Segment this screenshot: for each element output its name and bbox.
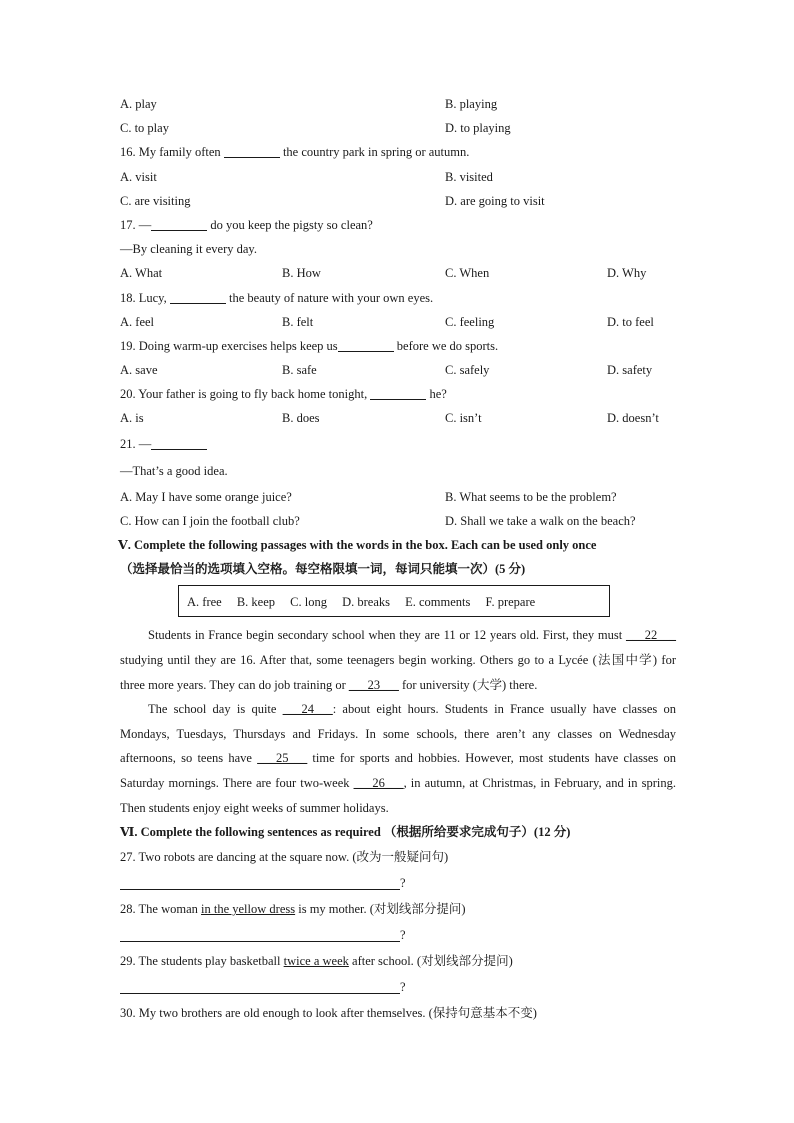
q17-blank[interactable] [151, 216, 207, 231]
q16-options-row1 [120, 165, 676, 189]
q29-answer-line[interactable] [120, 977, 400, 994]
passage-paragraph-2: The school day is quite ___24___: about eight hours. Students in France usually have classes on Mondays, Tuesdays, Thursdays and Fridays. In some schools, there aren’t any classes on Wednesday afternoons, so teens have ___25___ time for sports and hobbies. However, most students have classes on Saturday mornings. There are four two-week ___26___, in autumn, at Christmas, in February, and in spring. Then students enjoy eight weeks of summer holidays. [120, 702, 676, 815]
passage-paragraph-1: Students in France begin secondary school when they are 11 or 12 years old. First, they must ___22___ studying until they are 16. After that, some teenagers begin working. Others go to a Lycée (法国中学) for three more years. They can do job training or ___23___ for university (大学) there. [120, 628, 676, 692]
section6-heading [120, 820, 676, 844]
q15-option-b[interactable]: B. playing [445, 97, 498, 111]
q21-option-c[interactable]: C. How can I join the football club? [120, 513, 300, 528]
q21-option-a[interactable]: A. May I have some orange juice? [120, 489, 292, 504]
q28-answer-line[interactable] [120, 925, 400, 942]
q19-option-b[interactable]: B. safe [282, 363, 317, 378]
q17-option-d[interactable]: D. Why [607, 266, 647, 281]
section6-title: Ⅵ. Complete the following sentences as required [120, 825, 381, 840]
q19-blank[interactable] [338, 337, 394, 352]
word-box-item: A. free [187, 595, 222, 610]
q16-options-row2 [120, 189, 676, 213]
q21-blank[interactable] [151, 435, 207, 450]
section5-subtitle: （选择最恰当的选项填入空格。每空格限填一词，每词只能填一次）(5 分) [120, 562, 526, 577]
q28-stem: 28. The woman in the yellow dress is my mother. (对划线部分提问) [120, 902, 466, 917]
q27-answer-line[interactable] [120, 873, 400, 890]
q17-option-a[interactable]: A. What [120, 266, 163, 281]
section6-subtitle: （根据所给要求完成句子）(12 分) [383, 825, 571, 840]
q16-option-d[interactable]: D. are going to visit [445, 193, 545, 208]
q20-option-b[interactable]: B. does [282, 411, 320, 426]
q21-option-b[interactable]: B. What seems to be the problem? [445, 489, 617, 504]
q20-options [120, 406, 676, 430]
q27-stem: 27. Two robots are dancing at the square now. (改为一般疑问句) [120, 850, 449, 865]
q17-stem: 17. — do you keep the pigsty so clean? [120, 217, 373, 232]
blank-22[interactable]: ___22___ [626, 628, 676, 643]
q17-option-b[interactable]: B. How [282, 266, 321, 281]
word-box-item: F. prepare [485, 595, 536, 610]
word-box-item: E. comments [405, 595, 471, 610]
q21-options-row1 [120, 485, 676, 509]
q16-option-c[interactable]: C. are visiting [120, 193, 191, 208]
q29-answer-row: ? [120, 974, 676, 1000]
q18-option-a[interactable]: A. feel [120, 314, 155, 329]
blank-25[interactable]: ___25___ [257, 751, 308, 766]
q28-answer-row: ? [120, 922, 676, 948]
q29-stem: 29. The students play basketball twice a week after school. (对划线部分提问) [120, 954, 513, 969]
q19-options [120, 358, 676, 382]
q20-option-a[interactable]: A. is [120, 411, 144, 426]
q20-option-d[interactable]: D. doesn’t [607, 411, 659, 426]
q16-option-b[interactable]: B. visited [445, 169, 493, 184]
q18-option-d[interactable]: D. to feel [607, 314, 654, 329]
section5-title: Ⅴ. Complete the following passages with the words in the box. Each can be used only once [118, 538, 597, 552]
q21-options-row2 [120, 509, 676, 533]
exam-page [120, 92, 676, 1026]
q16-option-a[interactable]: A. visit [120, 169, 157, 184]
q19-option-a[interactable]: A. save [120, 363, 158, 378]
q28-underlined: in the yellow dress [201, 902, 296, 917]
q18-option-c[interactable]: C. feeling [445, 314, 495, 329]
q19-option-d[interactable]: D. safety [607, 363, 653, 378]
q21-reply: —That’s a good idea. [120, 463, 228, 478]
word-box-item: C. long [290, 595, 327, 610]
q15-option-d[interactable]: D. to playing [445, 121, 511, 136]
q15-options-row1 [120, 92, 676, 116]
q16-stem: 16. My family often the country park in spring or autumn. [120, 145, 470, 160]
blank-26[interactable]: ___26___ [353, 775, 404, 790]
q20-stem: 20. Your father is going to fly back home tonight, he? [120, 387, 447, 402]
q21-stem: 21. — [120, 431, 676, 458]
q20-option-c[interactable]: C. isn’t [445, 411, 482, 426]
q18-options [120, 310, 676, 334]
q30-stem: 30. My two brothers are old enough to look after themselves. (保持句意基本不变) [120, 1006, 537, 1021]
word-box [178, 585, 610, 617]
word-box-item: B. keep [236, 595, 276, 610]
q19-option-c[interactable]: C. safely [445, 363, 490, 378]
q18-blank[interactable] [170, 289, 226, 304]
q15-option-a[interactable]: A. play [120, 97, 157, 111]
q17-reply: —By cleaning it every day. [120, 242, 257, 257]
q15-option-c[interactable]: C. to play [120, 121, 169, 136]
q17-option-c[interactable]: C. When [445, 266, 490, 281]
q21-option-d[interactable]: D. Shall we take a walk on the beach? [445, 513, 636, 528]
q19-stem: 19. Doing warm-up exercises helps keep us before we do sports. [120, 338, 499, 353]
q18-stem: 18. Lucy, the beauty of nature with your own eyes. [120, 290, 434, 305]
word-box-item: D. breaks [342, 595, 390, 610]
q15-options-row2 [120, 116, 676, 140]
q16-blank[interactable] [224, 143, 280, 158]
blank-23[interactable]: ___23___ [348, 677, 399, 692]
q29-underlined: twice a week [283, 954, 349, 969]
q18-option-b[interactable]: B. felt [282, 314, 314, 329]
blank-24[interactable]: ___24___ [282, 702, 333, 717]
q27-answer-row: ? [120, 870, 676, 896]
q20-blank[interactable] [370, 385, 426, 400]
q17-options [120, 261, 676, 285]
